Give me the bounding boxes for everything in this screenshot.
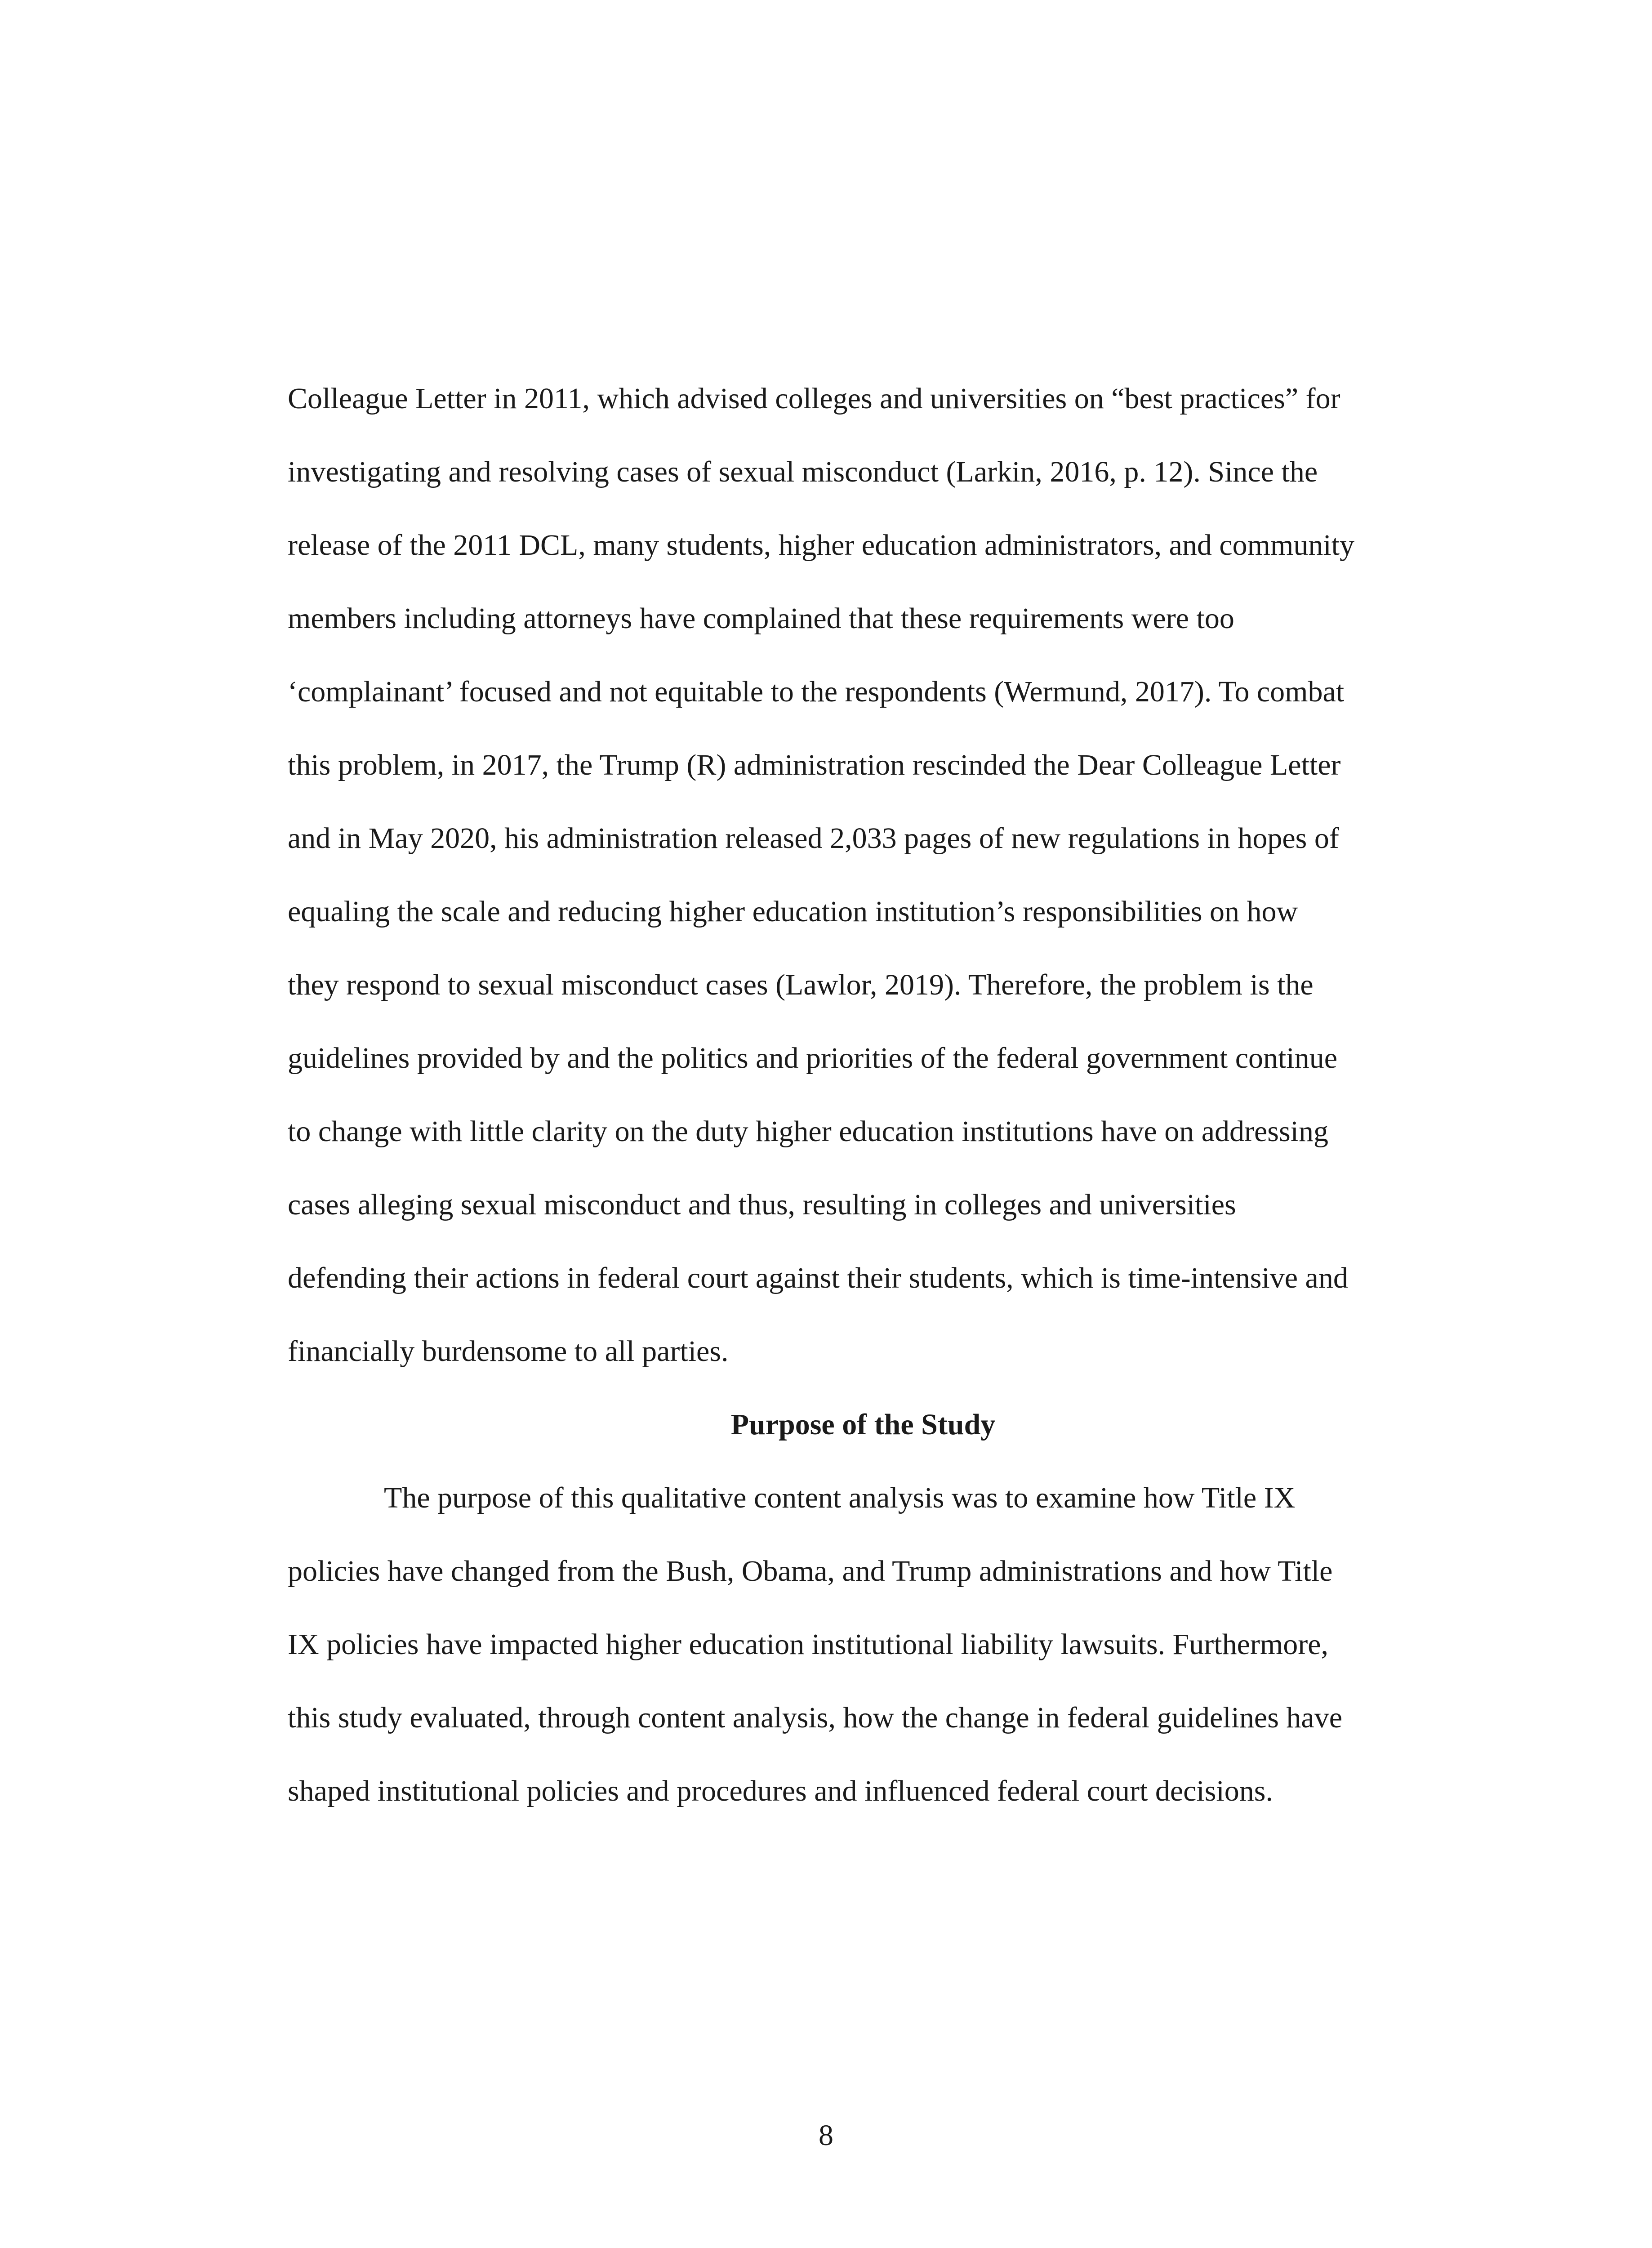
text-line: release of the 2011 DCL, many students, higher education administrators, and community bbox=[288, 529, 1355, 562]
text-line: investigating and resolving cases of sexual misconduct (Larkin, 2016, p. 12). Since the bbox=[288, 455, 1318, 488]
text-line: and in May 2020, his administration released 2,033 pages of new regulations in hopes of bbox=[288, 822, 1339, 855]
text-line: policies have changed from the Bush, Obama, and Trump administrations and how Title bbox=[288, 1555, 1333, 1588]
text-line: they respond to sexual misconduct cases (Lawlor, 2019). Therefore, the problem is the bbox=[288, 968, 1314, 1001]
text-line: members including attorneys have complained that these requirements were too bbox=[288, 602, 1234, 635]
text-line: Colleague Letter in 2011, which advised colleges and universities on “best practices” for bbox=[288, 382, 1340, 415]
text-line: IX policies have impacted higher education institutional liability lawsuits. Furthermore, bbox=[288, 1628, 1328, 1661]
text-line: to change with little clarity on the duty higher education institutions have on addressing bbox=[288, 1115, 1328, 1148]
paragraph-purpose bbox=[288, 1461, 1438, 1828]
section-heading: Purpose of the Study bbox=[730, 1408, 996, 1441]
text-line: shaped institutional policies and procedures and influenced federal court decisions. bbox=[288, 1775, 1273, 1807]
text-line: this study evaluated, through content analysis, how the change in federal guidelines have bbox=[288, 1701, 1342, 1734]
text-line: defending their actions in federal court against their students, which is time-intensive and bbox=[288, 1262, 1348, 1294]
text-line: equaling the scale and reducing higher education institution’s responsibilities on how bbox=[288, 895, 1298, 928]
text-line: this problem, in 2017, the Trump (R) administration rescinded the Dear Colleague Letter bbox=[288, 749, 1341, 781]
text-line: guidelines provided by and the politics and priorities of the federal government continue bbox=[288, 1042, 1338, 1075]
text-line: cases alleging sexual misconduct and thus, resulting in colleges and universities bbox=[288, 1188, 1236, 1221]
page-number: 8 bbox=[819, 2119, 833, 2152]
text-line: financially burdensome to all parties. bbox=[288, 1335, 729, 1368]
paragraph-problem-statement bbox=[288, 362, 1438, 1388]
body-text bbox=[288, 362, 1438, 1828]
text-line: The purpose of this qualitative content analysis was to examine how Title IX bbox=[384, 1481, 1296, 1514]
text-line: ‘complainant’ focused and not equitable to the respondents (Wermund, 2017). To combat bbox=[288, 675, 1345, 708]
